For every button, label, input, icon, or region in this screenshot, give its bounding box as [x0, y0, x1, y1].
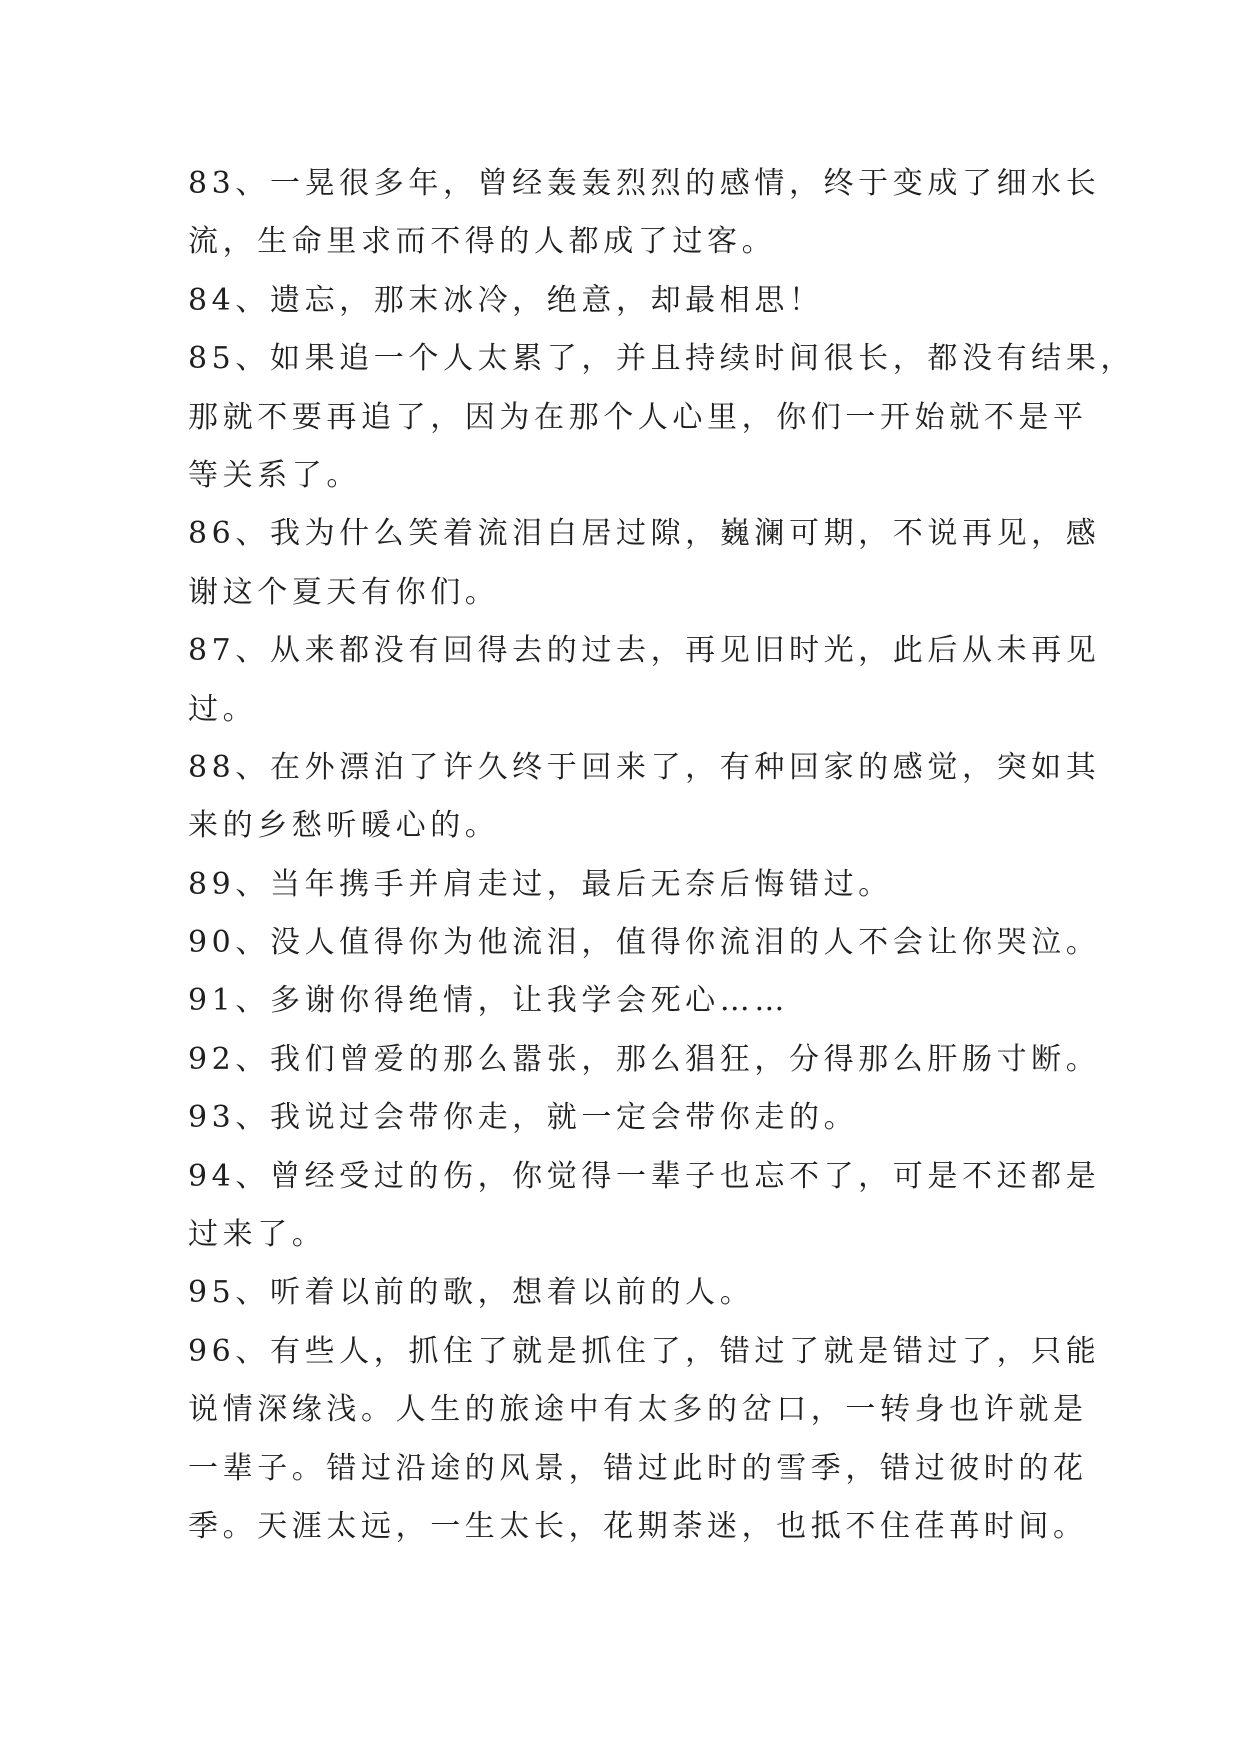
text-line: 88、在外漂泊了许久终于回来了，有种回家的感觉，突如其: [188, 749, 1101, 785]
document-body: [188, 155, 1135, 1556]
text-line: 85、如果追一个人太累了，并且持续时间很长，都没有结果，: [188, 341, 1135, 377]
text-line: 96、有些人，抓住了就是抓住了，错过了就是错过了，只能: [188, 1333, 1101, 1369]
text-line: 83、一晃很多年，曾经轰轰烈烈的感情，终于变成了细水长: [188, 166, 1101, 201]
text-line: 86、我为什么笑着流泪白居过隙，巍澜可期，不说再见，感: [188, 516, 1101, 552]
text-line: 过。: [188, 691, 258, 727]
text-line: 93、我说过会带你走，就一定会带你走的。: [188, 1100, 859, 1136]
text-line: 95、听着以前的歌，想着以前的人。: [188, 1275, 755, 1311]
text-line: 92、我们曾爱的那么嚣张，那么猖狂，分得那么肝肠寸断。: [188, 1041, 1101, 1077]
text-line: 那就不要再追了，因为在那个人心里，你们一开始就不是平: [188, 399, 1088, 435]
text-line: 过来了。: [188, 1217, 327, 1253]
text-line: 90、没人值得你为他流泪，值得你流泪的人不会让你哭泣。: [188, 925, 1101, 961]
text-line: 一辈子。错过沿途的风景，错过此时的雪季，错过彼时的花: [188, 1450, 1088, 1486]
text-line: 87、从来都没有回得去的过去，再见旧时光，此后从未再见: [188, 633, 1101, 669]
text-line: 等关系了。: [188, 457, 361, 493]
text-line: 说情深缘浅。人生的旅途中有太多的岔口，一转身也许就是: [188, 1392, 1088, 1428]
text-line: 流，生命里求而不得的人都成了过客。: [188, 224, 777, 260]
text-line: 谢这个夏天有你们。: [188, 574, 500, 610]
text-line: 91、多谢你得绝情，让我学会死心……: [188, 983, 789, 1019]
text-line: 94、曾经受过的伤，你觉得一辈子也忘不了，可是不还都是: [188, 1158, 1101, 1194]
text-line: 84、遗忘，那末冰冷，绝意，却最相思！: [188, 282, 824, 318]
text-line: 89、当年携手并肩走过，最后无奈后悔错过。: [188, 866, 893, 902]
text-line: 季。天涯太远，一生太长，花期荼迷，也抵不住荏苒时间。: [188, 1508, 1088, 1544]
text-line: 来的乡愁听暖心的。: [188, 808, 500, 844]
